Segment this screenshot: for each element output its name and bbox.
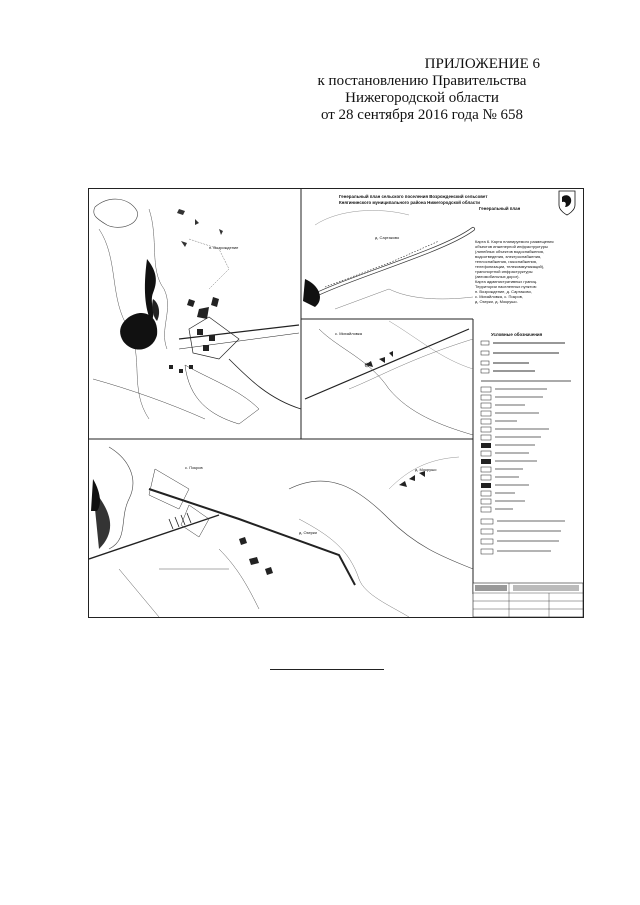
- label-ozerki: д. Озерки: [299, 530, 317, 535]
- label-pokrov: с. Покров: [185, 465, 203, 470]
- caption-line: д. Озерки, д. Мокрушо.: [475, 299, 518, 304]
- legend: [481, 332, 571, 554]
- caption-line: транспортной инфраструктуры: [475, 269, 533, 274]
- caption-line: (линейных объектов водоснабжения,: [475, 249, 544, 254]
- label-sartakovo: д. Сартаково: [375, 235, 400, 240]
- panel-pokrov: [89, 447, 473, 617]
- caption-line: (автомобильных дорог).: [475, 274, 520, 279]
- map-drawing: [89, 189, 583, 617]
- date-line: от 28 сентября 2016 года № 658: [320, 107, 524, 123]
- stamp-block: [473, 583, 583, 617]
- label-mikhailovka: с. Михайловка: [335, 331, 362, 336]
- map-title-line-2: Княгининского муниципального района Нижегородской области: [339, 200, 480, 205]
- coat-of-arms-icon: [559, 191, 575, 215]
- caption-line: Карта административных границ.: [475, 279, 538, 284]
- caption-line: объектов инженерной инфраструктуры: [475, 244, 548, 249]
- caption-line: п. Возрождение, д. Сартаково,: [475, 289, 532, 294]
- label-mokrusho: д. Мокрушо: [415, 467, 437, 472]
- map-caption: [475, 239, 554, 304]
- caption-line: Карта 6. Карта планируемого размещения: [475, 239, 554, 244]
- resolution-line: к постановлению Правительства: [317, 73, 527, 89]
- label-vozrozhdenie: п. Возрождение: [209, 245, 239, 250]
- panel-mikhailovka: [305, 321, 473, 435]
- caption-line: водоотведения, электроснабжения,: [475, 254, 542, 259]
- map-title-line-1: Генеральный план сельского поселения Возрожденский сельсовет: [339, 194, 488, 199]
- map-title-line-3: Генеральный план: [479, 206, 521, 211]
- caption-line: Территории населенных пунктов:: [475, 284, 537, 289]
- signature-divider: [270, 669, 384, 670]
- title-block: [339, 191, 575, 215]
- document-header: [272, 56, 572, 124]
- region-line: Нижегородской области: [345, 90, 499, 106]
- legend-title: Условные обозначения: [491, 332, 543, 337]
- panel-sartakovo: [303, 210, 473, 309]
- panel-vozrozhdenie: [93, 199, 301, 424]
- caption-line: с. Михайловка, с. Покров,: [475, 294, 523, 299]
- caption-line: теплоснабжения, газоснабжения,: [475, 259, 538, 264]
- caption-line: телефонизации, телекоммуникаций),: [475, 264, 545, 269]
- general-plan-map-sheet: [88, 188, 584, 618]
- appendix-title: ПРИЛОЖЕНИЕ 6: [424, 56, 540, 72]
